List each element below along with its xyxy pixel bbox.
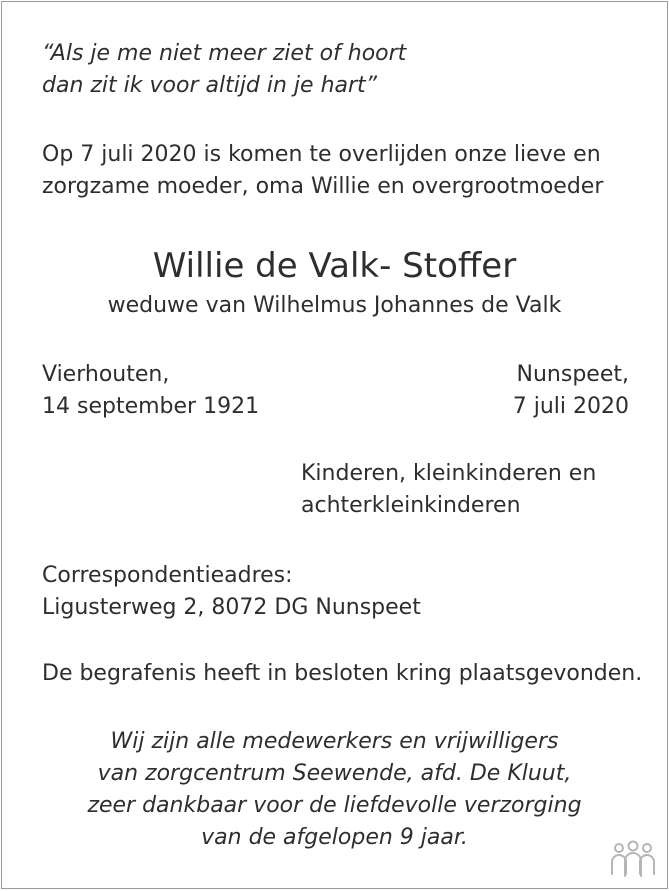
birth-date: 14 september 1921 bbox=[42, 394, 260, 419]
quote-line-2: dan zit ik voor altijd in je hart” bbox=[42, 73, 378, 98]
birth-place: Vierhouten, bbox=[42, 362, 170, 387]
intro-line-1: Op 7 juli 2020 is komen te overlijden onze lieve en bbox=[42, 142, 601, 167]
thanks-line-1: Wij zijn alle medewerkers en vrijwilligers bbox=[110, 729, 559, 754]
correspondence-address: Ligusterweg 2, 8072 DG Nunspeet bbox=[42, 595, 421, 620]
obituary-card bbox=[1, 1, 668, 889]
thanks-line-4: van de afgelopen 9 jaar. bbox=[201, 825, 468, 850]
thanks-line-3: zeer dankbaar voor de liefdevolle verzorging bbox=[87, 793, 582, 818]
death-place: Nunspeet, bbox=[516, 362, 629, 387]
deceased-name: Willie de Valk- Stoffer bbox=[152, 246, 517, 286]
correspondence-label: Correspondentieadres: bbox=[42, 563, 293, 588]
people-group-icon bbox=[607, 838, 659, 880]
family-line-1: Kinderen, kleinkinderen en bbox=[301, 461, 597, 486]
widow-of: weduwe van Wilhelmus Johannes de Valk bbox=[107, 293, 562, 318]
funeral-note: De begrafenis heeft in besloten kring plaatsgevonden. bbox=[42, 661, 643, 686]
death-date: 7 juli 2020 bbox=[512, 394, 629, 419]
quote-line-1: “Als je me niet meer ziet of hoort bbox=[42, 41, 407, 66]
intro-line-2: zorgzame moeder, oma Willie en overgrootmoeder bbox=[42, 174, 604, 199]
thanks-line-2: van zorgcentrum Seewende, afd. De Kluut, bbox=[97, 761, 572, 786]
family-line-2: achterkleinkinderen bbox=[301, 493, 521, 518]
